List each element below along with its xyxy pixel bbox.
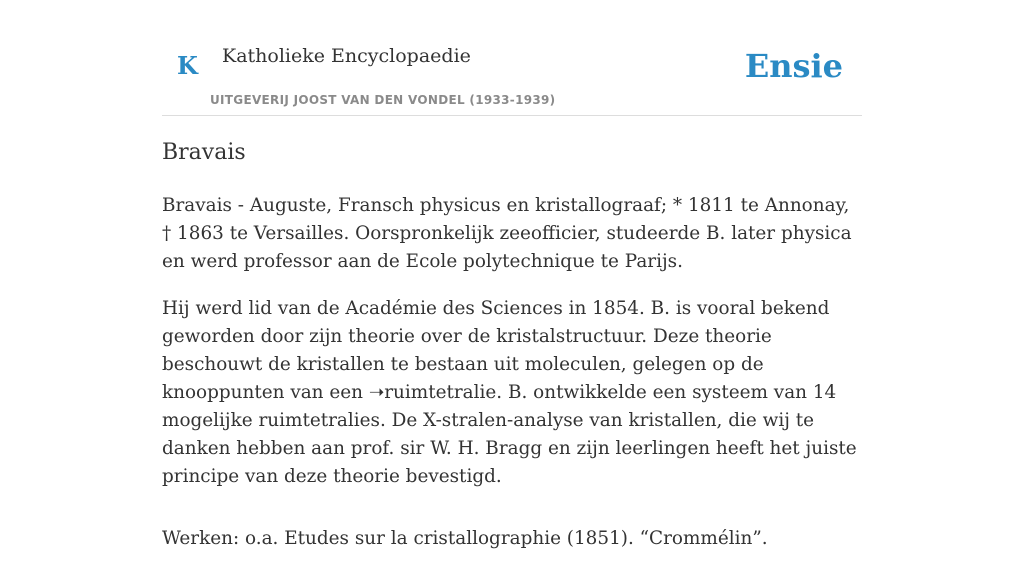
site-logo[interactable]: K <box>177 51 198 80</box>
article-works: Werken: o.a. Etudes sur la cristallographie (1851). “Crommélin”. <box>162 528 768 549</box>
article-paragraph: Hij werd lid van de Académie des Sciences in 1854. B. is vooral bekend geworden door zijn theorie over de kristalstructuur. Deze theorie beschouwt de kristallen te bestaan uit moleculen, gelegen op de knooppunten van een ➝ruimtetralie. B. ontwikkelde een systeem van 14 mogelijke ruimtetralies. De X-stralen-analyse van kristallen, die wij te danken hebben aan prof. sir W. H. Bragg en zijn leerlingen heeft het juiste principe van deze theorie bevestigd. <box>162 298 857 487</box>
site-subtitle: UITGEVERIJ JOOST VAN DEN VONDEL (1933-1939) <box>210 93 556 107</box>
article-body <box>162 192 862 572</box>
article-title: Bravais <box>162 140 246 165</box>
site-header <box>162 0 862 116</box>
article-paragraph: Bravais - Auguste, Fransch physicus en kristallograaf; * 1811 te Annonay, † 1863 te Versailles. Oorspronkelijk zeeofficier, studeerde B. later physica en werd professor aan de Ecole polytechnique te Parijs. <box>162 195 852 272</box>
page <box>162 0 862 549</box>
brand-logo[interactable]: Ensie <box>744 47 843 85</box>
site-title[interactable]: Katholieke Encyclopaedie <box>222 45 471 67</box>
